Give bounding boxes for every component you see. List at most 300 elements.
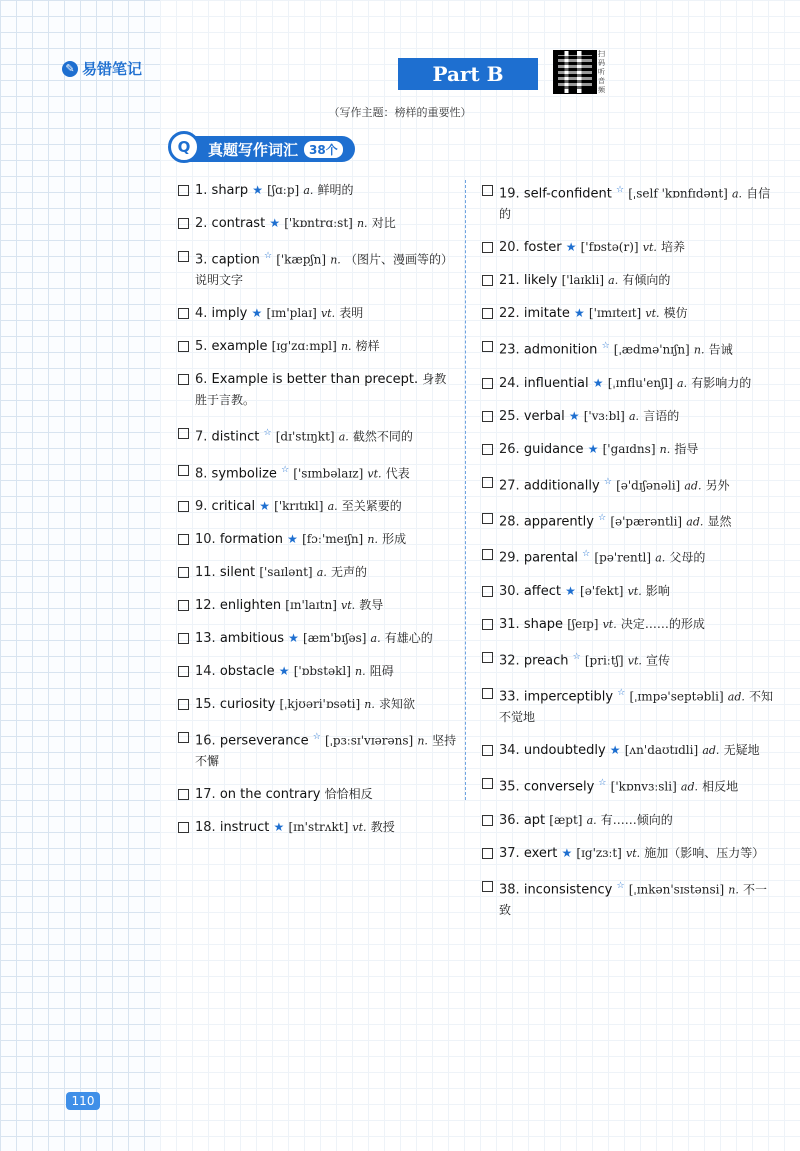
item-number: 35. [499,779,520,795]
item-number: 32. [499,652,520,668]
star-icon: ★ [251,306,263,321]
definition: 至关紧要的 [341,498,402,513]
item-number: 28. [499,514,520,530]
phonetic: [ʃeɪp] [567,616,599,631]
phonetic: ['kæpʃn] [276,252,327,267]
vocab-word: admonition [523,342,598,358]
vocab-item [178,562,458,583]
vocab-word: self-confident [523,186,612,202]
vocab-entry [195,303,458,324]
phonetic: [ˌædmə'nɪʃn] [613,342,690,357]
item-number: 24. [499,375,520,391]
vocab-item [178,369,458,411]
part-of-speech: vt. [341,598,356,612]
qr-code-icon[interactable] [553,50,597,94]
section-header [172,136,355,162]
vocab-word: example [211,339,268,355]
vocab-word: inconsistency [523,881,613,897]
part-of-speech: n. [728,882,739,896]
vocab-word: parental [523,550,579,566]
vocab-word: critical [211,498,256,514]
checkbox[interactable] [178,185,189,196]
star-icon: ☆ [582,549,591,560]
checkbox[interactable] [482,275,493,286]
item-number: 30. [499,583,520,599]
phonetic: ['saɪlənt] [259,564,313,579]
vocab-item [178,628,458,649]
definition: 有……倾向的 [600,812,673,827]
phonetic: [ˌɪnkən'sɪstənsi] [628,881,725,896]
definition: 代表 [385,465,410,480]
item-number: 14. [195,663,216,679]
vocab-word: Example is better than precept. [211,372,419,388]
vocab-entry [499,270,777,291]
part-of-speech: vt. [627,584,642,598]
vocab-entry [195,180,458,201]
definition: 坚持不懈 [195,733,457,769]
vocab-entry [499,237,777,258]
phonetic: [æpt] [549,812,583,827]
part-of-speech: a. [586,813,597,827]
definition: （图片、漫画等的）说明文字 [195,252,453,288]
vocab-item [482,647,777,671]
star-icon: ☆ [572,651,581,662]
vocab-entry [195,727,458,772]
part-of-speech: a. [370,631,381,645]
phonetic: [ˌself 'kɒnfɪdənt] [628,186,728,201]
definition: 相反地 [702,779,739,794]
vocab-word: affect [523,583,561,599]
vocab-word: formation [219,531,284,547]
phonetic: [ɪn'laɪtn] [285,597,337,612]
part-of-speech: a. [629,409,640,423]
vocab-item [178,727,458,772]
definition: 无声的 [330,564,367,579]
checkbox[interactable] [178,534,189,545]
checkbox[interactable] [482,619,493,630]
vocab-item [482,303,777,324]
vocab-column-right [482,180,777,933]
vocab-item [178,213,458,234]
vocab-item [178,180,458,201]
vocab-word: imply [211,306,248,322]
vocab-entry [195,784,458,805]
item-number: 7. [195,429,208,445]
vocab-word: ambitious [219,630,284,646]
star-icon: ★ [259,498,270,513]
vocab-word: apt [523,812,546,828]
vocab-item [482,876,777,921]
definition: 不知不觉地 [499,689,774,725]
definition: 有影响力的 [691,375,752,390]
vocab-item [482,614,777,635]
item-number: 22. [499,306,520,322]
grid-margin [0,0,160,1151]
vocab-word: verbal [523,408,565,424]
definition: 恰恰相反 [324,787,373,802]
vocab-item [482,406,777,427]
part-of-speech: a. [677,376,688,390]
star-icon: ★ [565,240,577,255]
vocab-entry [499,439,777,460]
star-icon: ★ [288,630,299,645]
phonetic: [pə'rentl] [594,550,652,565]
star-icon: ★ [609,743,621,758]
phonetic: ['kɒnvɜːsli] [610,779,677,794]
definition: 影响 [645,583,670,598]
vocab-column-left [178,180,458,850]
checkbox[interactable] [482,341,493,352]
definition: 告诫 [708,342,733,357]
vocab-word: instruct [219,820,270,836]
part-of-speech: a. [327,499,338,513]
checkbox[interactable] [178,465,189,476]
part-of-speech: ad. [686,515,704,529]
item-number: 29. [499,550,520,566]
part-of-speech: vt. [602,617,617,631]
star-icon: ☆ [616,185,625,195]
vocab-word: apparently [523,514,594,530]
writing-theme: （写作主题：榜样的重要性） [328,106,472,119]
page-number: 110 [66,1092,100,1110]
part-of-speech: vt. [642,241,657,255]
part-of-speech: n. [659,442,671,456]
checkbox[interactable] [178,822,189,833]
vocab-item [178,595,458,616]
definition: 求知欲 [379,696,416,711]
definition: 鲜明的 [317,183,354,197]
part-of-speech: n. [417,734,428,748]
vocab-item [482,544,777,568]
star-icon: ☆ [617,687,626,698]
vocab-entry [499,336,777,360]
vocab-entry [195,595,458,616]
star-icon: ☆ [616,880,625,891]
vocab-item [178,460,458,484]
vocab-word: influential [523,375,589,391]
vocab-item [178,423,458,447]
vocab-word: curiosity [219,696,276,712]
part-of-speech: n. [330,253,341,267]
vocab-entry [499,740,777,761]
definition: 表明 [339,306,364,321]
vocab-item [178,694,458,715]
brand-logo [62,58,142,79]
part-of-speech: vt. [352,821,367,835]
part-of-speech: a. [608,274,619,288]
star-icon: ★ [587,441,599,456]
phonetic: ['vɜːbl] [583,408,625,423]
phonetic: [dɪ'stɪŋkt] [275,429,335,444]
part-of-speech: a. [316,565,327,579]
item-number: 26. [499,441,520,457]
vocab-word: imitate [523,306,570,322]
phonetic: [ˌɪmpə'septəbli] [629,689,724,704]
vocab-item [178,529,458,550]
item-number: 1. [195,183,208,198]
definition: 施加（影响、压力等） [644,845,765,860]
part-of-speech: vt. [367,466,382,480]
vocab-item [178,817,458,838]
vocab-word: enlighten [219,597,282,613]
item-number: 11. [195,564,216,580]
vocab-item [482,270,777,291]
vocab-entry [499,581,777,602]
vocab-item [482,373,777,394]
star-icon: ★ [252,183,264,197]
vocab-word: on the contrary [219,787,321,803]
checkbox[interactable] [482,378,493,389]
checkbox[interactable] [482,848,493,859]
vocab-word: shape [523,616,564,632]
vocab-entry [499,472,777,496]
star-icon: ☆ [603,476,612,487]
vocab-entry [499,614,777,635]
checkbox[interactable] [178,633,189,644]
vocab-item [482,508,777,532]
part-of-speech: ad. [702,744,720,758]
item-number: 16. [195,733,216,749]
vocab-item [482,336,777,360]
definition: 显然 [707,514,732,529]
vocab-word: foster [523,240,562,256]
phonetic: [ə'pærəntli] [610,514,683,529]
checkbox[interactable] [178,567,189,578]
item-number: 36. [499,812,520,828]
phonetic: [ˌpɜːsɪ'vɪərəns] [324,733,414,748]
checkbox[interactable] [178,789,189,800]
vocab-entry [195,628,458,649]
pen-icon: ✎ [62,61,78,77]
vocab-item [482,740,777,761]
star-icon: ☆ [598,778,607,789]
item-number: 9. [195,498,208,514]
star-icon: ☆ [312,731,321,742]
vocab-word: conversely [523,779,595,795]
item-number: 20. [499,240,520,256]
phonetic: [ɪn'strʌkt] [288,820,349,835]
vocab-word: sharp [211,183,249,198]
checkbox[interactable] [178,732,189,743]
part-of-speech: ad. [727,690,745,704]
checkbox[interactable] [482,688,493,699]
definition: 阻碍 [369,663,394,678]
phonetic: ['gaɪdns] [602,441,656,456]
definition: 言语的 [643,408,680,423]
phonetic: [ʌn'daʊtɪdli] [624,743,699,758]
checkbox[interactable] [178,428,189,439]
vocab-item [482,773,777,797]
checkbox[interactable] [178,666,189,677]
part-of-speech: ad. [684,478,702,492]
item-number: 21. [499,273,520,289]
definition: 模仿 [663,306,688,321]
checkbox[interactable] [178,218,189,229]
vocab-entry [499,373,777,394]
vocab-item [178,246,458,291]
vocab-item [482,439,777,460]
checkbox[interactable] [482,778,493,789]
part-of-speech: a. [732,187,743,201]
item-number: 34. [499,743,520,759]
vocab-entry [499,810,777,831]
phonetic: [fɔː'meɪʃn] [302,531,364,546]
vocab-item [482,180,777,225]
star-icon: ★ [287,531,298,546]
vocab-entry [195,529,458,550]
vocab-item [482,683,777,728]
part-of-speech: a. [655,551,666,565]
checkbox[interactable] [482,513,493,524]
phonetic: [ˌkjʊəri'ɒsəti] [279,696,361,711]
count-badge: 38个 [304,141,343,158]
vocab-word: contrast [211,216,266,231]
item-number: 23. [499,342,520,358]
checkbox[interactable] [178,600,189,611]
phonetic: ['ɒbstəkl] [293,663,351,678]
vocab-item [482,581,777,602]
checkbox[interactable] [482,652,493,663]
phonetic: ['fɒstə(r)] [580,240,639,255]
item-number: 13. [195,630,216,646]
checkbox[interactable] [482,411,493,422]
vocab-item [482,810,777,831]
vocab-item [178,496,458,517]
checkbox[interactable] [482,586,493,597]
vocab-word: additionally [523,477,600,493]
definition: 无疑地 [723,743,760,758]
item-number: 6. [195,372,208,388]
item-number: 33. [499,689,520,705]
definition: 自信的 [499,186,771,222]
checkbox[interactable] [482,815,493,826]
part-of-speech: a. [338,430,349,444]
checkbox[interactable] [482,477,493,488]
phonetic: [ˌɪnflu'enʃl] [607,375,673,390]
vocab-word: perseverance [219,733,309,749]
phonetic: ['sɪmbəlaɪz] [293,465,364,480]
part-title: Part B [398,58,538,90]
checkbox[interactable] [482,745,493,756]
item-number: 15. [195,696,216,712]
definition: 教导 [359,597,384,612]
item-number: 3. [195,252,208,268]
star-icon: ★ [592,375,604,390]
star-icon: ★ [565,583,576,598]
vocab-entry [499,876,777,921]
definition: 培养 [661,240,686,255]
phonetic: [ə'fekt] [580,583,624,598]
column-divider [465,180,466,800]
checkbox[interactable] [482,242,493,253]
phonetic: ['ɪmɪteɪt] [588,306,642,321]
vocab-word: likely [523,273,558,289]
vocab-entry [195,661,458,682]
item-number: 25. [499,408,520,424]
phonetic: [ɪg'zɑːmpl] [271,339,337,354]
vocab-entry [195,694,458,715]
part-of-speech: n. [340,340,352,354]
star-icon: ☆ [263,251,273,261]
vocab-word: silent [219,564,256,580]
vocab-item [178,303,458,324]
definition: 父母的 [669,550,706,565]
vocab-item [178,784,458,805]
checkbox[interactable] [482,881,493,892]
definition: 指导 [674,441,699,456]
item-number: 5. [195,339,208,355]
vocab-item [178,336,458,357]
part-of-speech: vt. [645,307,660,321]
vocab-entry [499,647,777,671]
part-of-speech: vt. [626,846,641,860]
item-number: 38. [499,881,520,897]
phonetic: [ɪm'plaɪ] [266,306,317,321]
vocab-word: obstacle [219,663,275,679]
vocab-item [482,843,777,864]
phonetic: [ʃɑːp] [267,183,300,197]
vocab-entry [499,508,777,532]
vocab-entry [195,246,458,291]
checkbox[interactable] [482,308,493,319]
part-of-speech: n. [364,697,375,711]
checkbox[interactable] [482,549,493,560]
checkbox[interactable] [178,308,189,319]
vocab-entry [195,496,458,517]
star-icon: ☆ [263,428,272,439]
star-icon: ★ [278,663,290,678]
item-number: 8. [195,465,208,481]
vocab-word: preach [523,652,569,668]
checkbox[interactable] [178,341,189,352]
vocab-entry [195,460,458,484]
phonetic: [priːtʃ] [584,652,624,667]
part-of-speech: n. [356,217,368,230]
vocab-entry [195,817,458,838]
star-icon: ★ [273,820,285,835]
checkbox[interactable] [482,444,493,455]
vocab-entry [195,213,458,234]
part-of-speech: vt. [320,307,336,321]
brand-text: 易错笔记 [82,60,143,78]
vocab-item [178,661,458,682]
checkbox[interactable] [178,251,189,262]
phonetic: [æm'bɪʃəs] [303,630,367,645]
item-number: 31. [499,616,520,632]
definition: 决定……的形成 [620,616,705,631]
vocab-word: distinct [211,429,260,445]
star-icon: ★ [568,408,580,423]
vocab-entry [499,406,777,427]
definition: 不一致 [499,881,768,917]
phonetic: ['laɪkli] [561,273,605,288]
checkbox[interactable] [178,374,189,385]
item-number: 17. [195,787,216,803]
checkbox[interactable] [178,501,189,512]
phonetic: [ə'dɪʃənəli] [616,477,681,492]
vocab-item [482,237,777,258]
part-of-speech: n. [693,343,705,357]
definition: 教授 [370,820,395,835]
checkbox[interactable] [482,185,493,196]
definition: 有倾向的 [622,273,671,288]
item-number: 12. [195,597,216,613]
vocab-entry [195,562,458,583]
item-number: 27. [499,477,520,493]
item-number: 37. [499,845,520,861]
checkbox[interactable] [178,699,189,710]
item-number: 10. [195,531,216,547]
